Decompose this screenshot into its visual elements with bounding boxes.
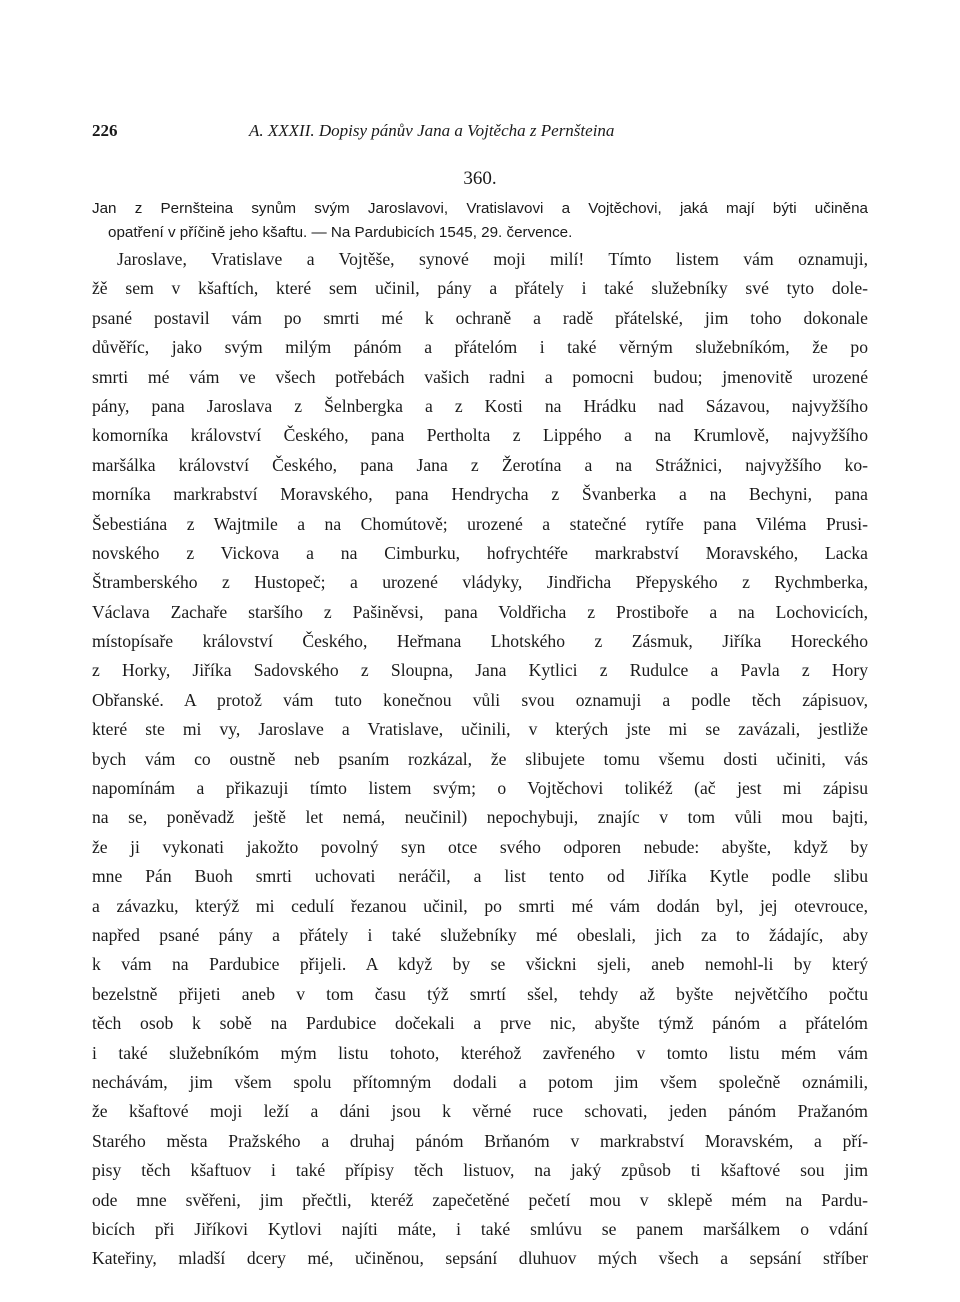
body-line: že kšaftové moji leží a dáni jsou k věrné ruce schovati, jeden pánóm Pražanóm (92, 1101, 868, 1122)
body-line: ode mne svěřeni, jim přečtli, kteréž zapečetěné pečetí mou v sklepě mém na Pardu- (92, 1189, 868, 1210)
body-line: místopísaře království Českého, Heřmana Lhotského z Zásmuk, Jiříka Horeckého (92, 631, 868, 652)
body-line: Jaroslave, Vratislave a Vojtěše, synové moji milí! Tímto listem vám oznamuji, (117, 249, 868, 269)
body-line: těch osob k sobě na Pardubice dočekali a prve nic, abyšte týmž pánóm a přátelóm (92, 1013, 868, 1034)
body-line: pány, pana Jaroslava z Šelnbergka a z Kosti na Hrádku nad Sázavou, najvyžšího (92, 395, 868, 416)
body-line: bych vám co oustně neb psaním rozkázal, že slibujete tomu všemu dosti učiniti, vás (92, 748, 868, 769)
body-line: i také služebníkóm mým listu tohoto, kteréhož zavřeného v tomto listu mém vám (92, 1042, 868, 1063)
body-line: pisy těch kšaftuov i také přípisy těch listuov, na jaký způsob ti kšaftové sou jim (92, 1160, 868, 1181)
regest-line: Jan z Pernšteina synům svým Jaroslavovi, Vratislavovi a Vojtěchovi, jaká mají býti učiněna (92, 200, 868, 217)
body-line: k vám na Pardubice přijeli. A když by se všickni sjeli, aneb nemohl-li by který (92, 954, 868, 975)
body-line: smrti mé vám ve všech potřebách vašich radni a pomocni budou; jmenovitě urozené (92, 366, 868, 387)
body-line: Štramberského z Hustopeč; a urozené vládyky, Jindřicha Přepyského z Rychmberka, (92, 572, 868, 593)
body-line: důvěříc, jako svým milým pánóm a přátelóm i také věrným služebníkóm, že po (92, 337, 868, 358)
body-line: Václava Zachaře staršího z Pašiněvsi, pana Voldřicha z Prostiboře a na Lochovicích, (92, 601, 868, 622)
regest-line: opatření v příčině jeho kšaftu. — Na Pardubicích 1545, 29. července. (108, 224, 573, 241)
body-line: na se, poněvadž ještě let nemá, neučinil) nepochybuji, znajíc v tom vůli mou bajti, (92, 807, 868, 828)
body-line: Starého města Pražského a druhaj pánóm Brňanóm v markrabství Moravském, a pří- (92, 1130, 868, 1151)
body-line: bicích při Jiříkovi Kytlovi najíti máte, i také smlúvu se panem maršálkem o vdání (92, 1218, 868, 1239)
document-number: 360. (463, 168, 497, 189)
body-line: a závazku, kterýž mi cedulí řezanou učinil, po smrti mé vám dodán byl, jej otevrouce, (92, 895, 868, 916)
running-head (92, 121, 868, 145)
body-line: napřed psané pány a přátely i také služebníky mé obeslali, jich za to žádajíc, aby (92, 924, 868, 945)
body-line: novského z Vickova a na Cimburku, hofrychtéře markrabství Moravského, Lacka (92, 542, 868, 563)
body-line: napomínám a přikazuji tímto listem svým; o Vojtěchovi tolikéž (ač jest mi zápisu (92, 778, 868, 799)
body-line: mne Pán Buoh smrti uchovati neráčil, a list tento od Jiříka Kytle podle slibu (92, 866, 868, 887)
body-line: Šebestiána z Wajtmile a na Chomútově; urozené a statečné rytíře pana Viléma Prusi- (92, 513, 868, 534)
body-line: maršálka království Českého, pana Jana z Žerotína a na Strážnici, najvyžšího ko- (92, 454, 868, 475)
letter-body (92, 245, 868, 1274)
body-line: žě sem v kšaftích, které sem učinil, pány a přátely i také služebníky své tyto dole- (92, 278, 868, 299)
document-regest (92, 197, 868, 245)
body-line: které ste mi vy, Jaroslave a Vratislave, učinili, v kterých jste mi se zavázali, jestliže (92, 719, 868, 740)
body-line: Obřanské. A protož vám tuto konečnou vůli svou oznamuji a podle těch zápisuov, (92, 689, 868, 710)
running-title: A. XXXII. Dopisy pánův Jana a Vojtěcha z Pernšteina (249, 121, 615, 140)
body-line: že ji vykonati jakožto povolný syn otce svého odporen nebude: abyšte, když by (92, 836, 868, 857)
body-line: komorníka království Českého, pana Pertholta z Lippého a na Krumlově, najvyžšího (92, 425, 868, 446)
body-line: psané postavil vám po smrti mé k ochraně a radě přátelské, jim toho dokonale (92, 307, 868, 328)
page-number: 226 (92, 121, 118, 140)
body-line: Kateřiny, mladší dcery mé, učiněnou, sepsání dluhuov mých všech a sepsání stříber (92, 1248, 868, 1269)
body-line: bezelstně přijeti aneb v tom času týž smrtí sšel, tehdy až byšte největčího počtu (92, 983, 868, 1004)
body-line: nechávám, jim všem spolu přítomným dodali a potom jim všem společně oznámili, (92, 1071, 868, 1092)
body-line: z Horky, Jiříka Sadovského z Sloupna, Jana Kytlici z Rudulce a Pavla z Hory (92, 660, 868, 681)
body-line: morníka markrabství Moravského, pana Hendrycha z Švanberka a na Bechyni, pana (92, 484, 868, 505)
